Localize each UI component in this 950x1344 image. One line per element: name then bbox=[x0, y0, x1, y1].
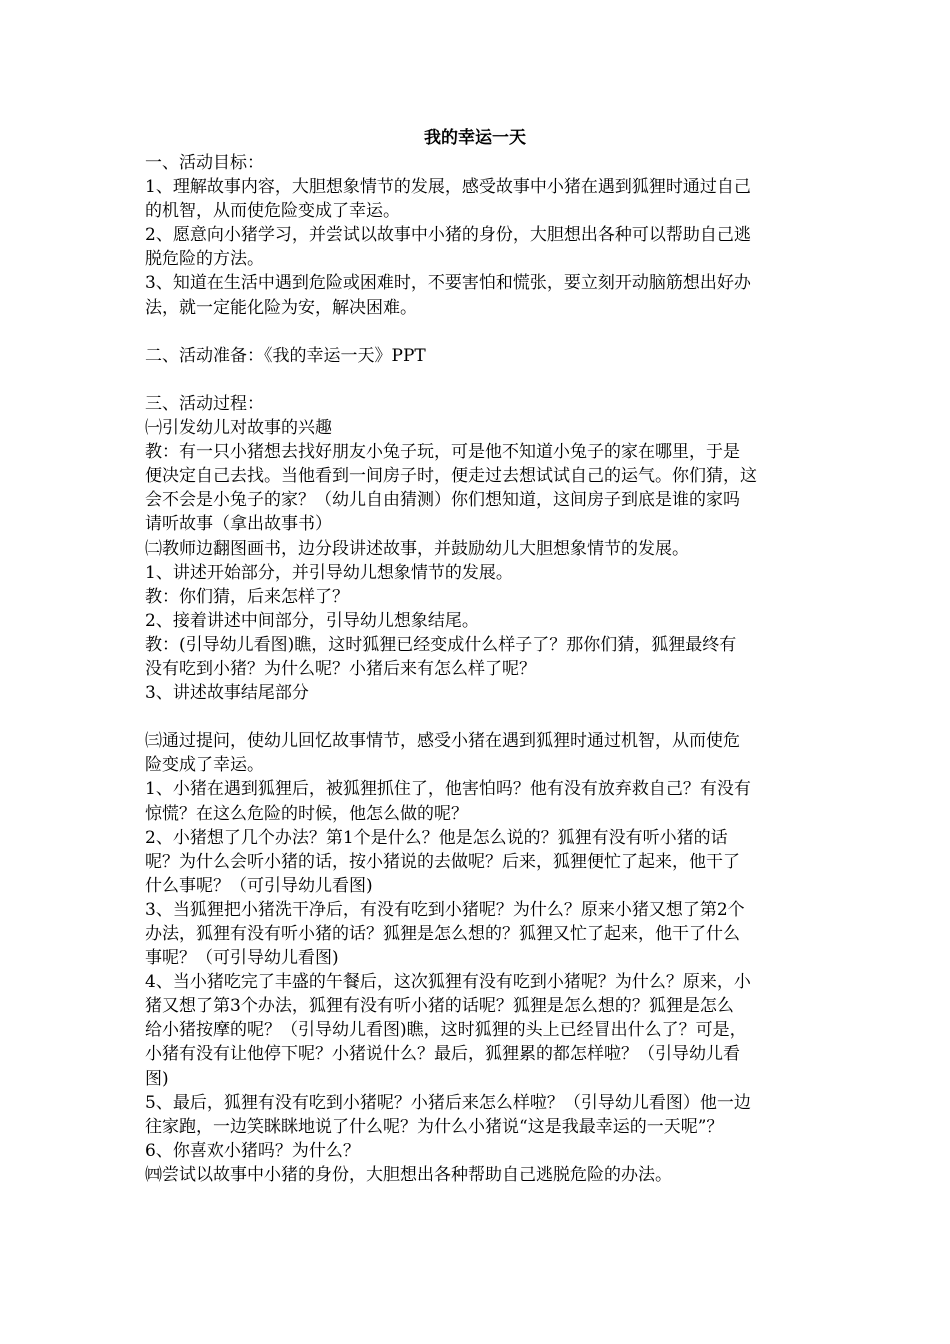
text-line: 1、理解故事内容，大胆想象情节的发展，感受故事中小猪在遇到狐狸时通过自己 bbox=[145, 177, 751, 198]
text-line: 3、当狐狸把小猪洗干净后，有没有吃到小猪呢？为什么？原来小猪又想了第2个 bbox=[145, 899, 745, 920]
text-line: 惊慌？在这么危险的时候，他怎么做的呢？ bbox=[145, 803, 468, 824]
text-line: 5、最后，狐狸有没有吃到小猪呢？小猪后来怎么样啦？（引导幼儿看图）他一边 bbox=[145, 1092, 751, 1113]
text-line: 什么事呢？（可引导幼儿看图) bbox=[145, 875, 373, 896]
blank-line bbox=[145, 320, 815, 344]
text-line: ㈡教师边翻图画书，边分段讲述故事，并鼓励幼儿大胆想象情节的发展。 bbox=[145, 538, 689, 559]
text-line: 教：(引导幼儿看图)瞧，这时狐狸已经变成什么样子了？那你们猜，狐狸最终有 bbox=[145, 634, 737, 655]
text-line: 呢？为什么会听小猪的话，按小猪说的去做呢？后来，狐狸便忙了起来，他干了 bbox=[145, 851, 740, 872]
text-line: 4、当小猪吃完了丰盛的午餐后，这次狐狸有没有吃到小猪呢？为什么？原来，小 bbox=[145, 972, 751, 993]
text-line: 险变成了幸运。 bbox=[145, 755, 264, 776]
blank-line bbox=[145, 368, 815, 392]
text-line: 没有吃到小猪？为什么呢？小猪后来有怎么样了呢？ bbox=[145, 658, 536, 679]
text-line: 给小猪按摩的呢？（引导幼儿看图)瞧，这时狐狸的头上已经冒出什么了？可是， bbox=[145, 1020, 747, 1041]
text-line: 小猪有没有让他停下呢？小猪说什么？最后，狐狸累的都怎样啦？（引导幼儿看 bbox=[145, 1044, 740, 1065]
text-line: 事呢？（可引导幼儿看图) bbox=[145, 948, 339, 969]
text-line: 请听故事（拿出故事书） bbox=[145, 514, 332, 535]
text-line: 图) bbox=[145, 1068, 169, 1089]
text-line: 办法，狐狸有没有听小猪的话？狐狸是怎么想的？狐狸又忙了起来，他干了什么 bbox=[145, 924, 740, 944]
text-line: 三、活动过程： bbox=[145, 393, 264, 414]
text-line: 的机智，从而使危险变成了幸运。 bbox=[145, 201, 400, 222]
text-line: 2、小猪想了几个办法？第1个是什么？他是怎么说的？狐狸有没有听小猪的话 bbox=[145, 827, 728, 848]
document-body bbox=[145, 151, 815, 1187]
text-line: ㈢通过提问，使幼儿回忆故事情节，感受小猪在遇到狐狸时通过机智，从而使危 bbox=[145, 731, 740, 752]
text-line: 1、小猪在遇到狐狸后，被狐狸抓住了，他害怕吗？他有没有放弃救自己？有没有 bbox=[145, 779, 751, 800]
text-line: 2、愿意向小猪学习，并尝试以故事中小猪的身份，大胆想出各种可以帮助自己逃 bbox=[145, 225, 751, 246]
text-line: 2、接着讲述中间部分，引导幼儿想象结尾。 bbox=[145, 610, 479, 631]
text-line: 教：你们猜，后来怎样了？ bbox=[145, 586, 349, 607]
text-line: 往家跑，一边笑眯眯地说了什么呢？为什么小猪说“这是我最幸运的一天呢”？ bbox=[145, 1116, 724, 1137]
text-line: ㈣尝试以故事中小猪的身份，大胆想出各种帮助自己逃脱危险的办法。 bbox=[145, 1164, 672, 1185]
text-line: 脱危险的方法。 bbox=[145, 249, 264, 270]
text-line: 1、讲述开始部分，并引导幼儿想象情节的发展。 bbox=[145, 562, 513, 583]
blank-line bbox=[145, 705, 815, 729]
text-line: 二、活动准备：《我的幸运一天》PPT bbox=[145, 345, 426, 366]
text-line: 3、知道在生活中遇到危险或困难时，不要害怕和慌张，要立刻开动脑筋想出好办 bbox=[145, 273, 751, 294]
text-line: 教：有一只小猪想去找好朋友小兔子玩，可是他不知道小兔子的家在哪里，于是 bbox=[145, 442, 740, 463]
text-line: 一、活动目标： bbox=[145, 153, 264, 173]
text-line: 会不会是小兔子的家？（幼儿自由猜测）你们想知道，这间房子到底是谁的家吗 bbox=[145, 490, 740, 511]
text-line: ㈠引发幼儿对故事的兴趣 bbox=[145, 418, 332, 439]
text-line: 猪又想了第3个办法，狐狸有没有听小猪的话呢？狐狸是怎么想的？狐狸是怎么 bbox=[145, 996, 734, 1017]
document-title: 我的幸运一天 bbox=[424, 128, 526, 148]
text-line: 便决定自己去找。当他看到一间房子时，便走过去想试试自己的运气。你们猜，这 bbox=[145, 466, 757, 487]
text-line: 3、讲述故事结尾部分 bbox=[145, 683, 309, 704]
text-line: 法，就一定能化险为安，解决困难。 bbox=[145, 297, 417, 318]
text-line: 6、你喜欢小猪吗？为什么？ bbox=[145, 1140, 360, 1161]
